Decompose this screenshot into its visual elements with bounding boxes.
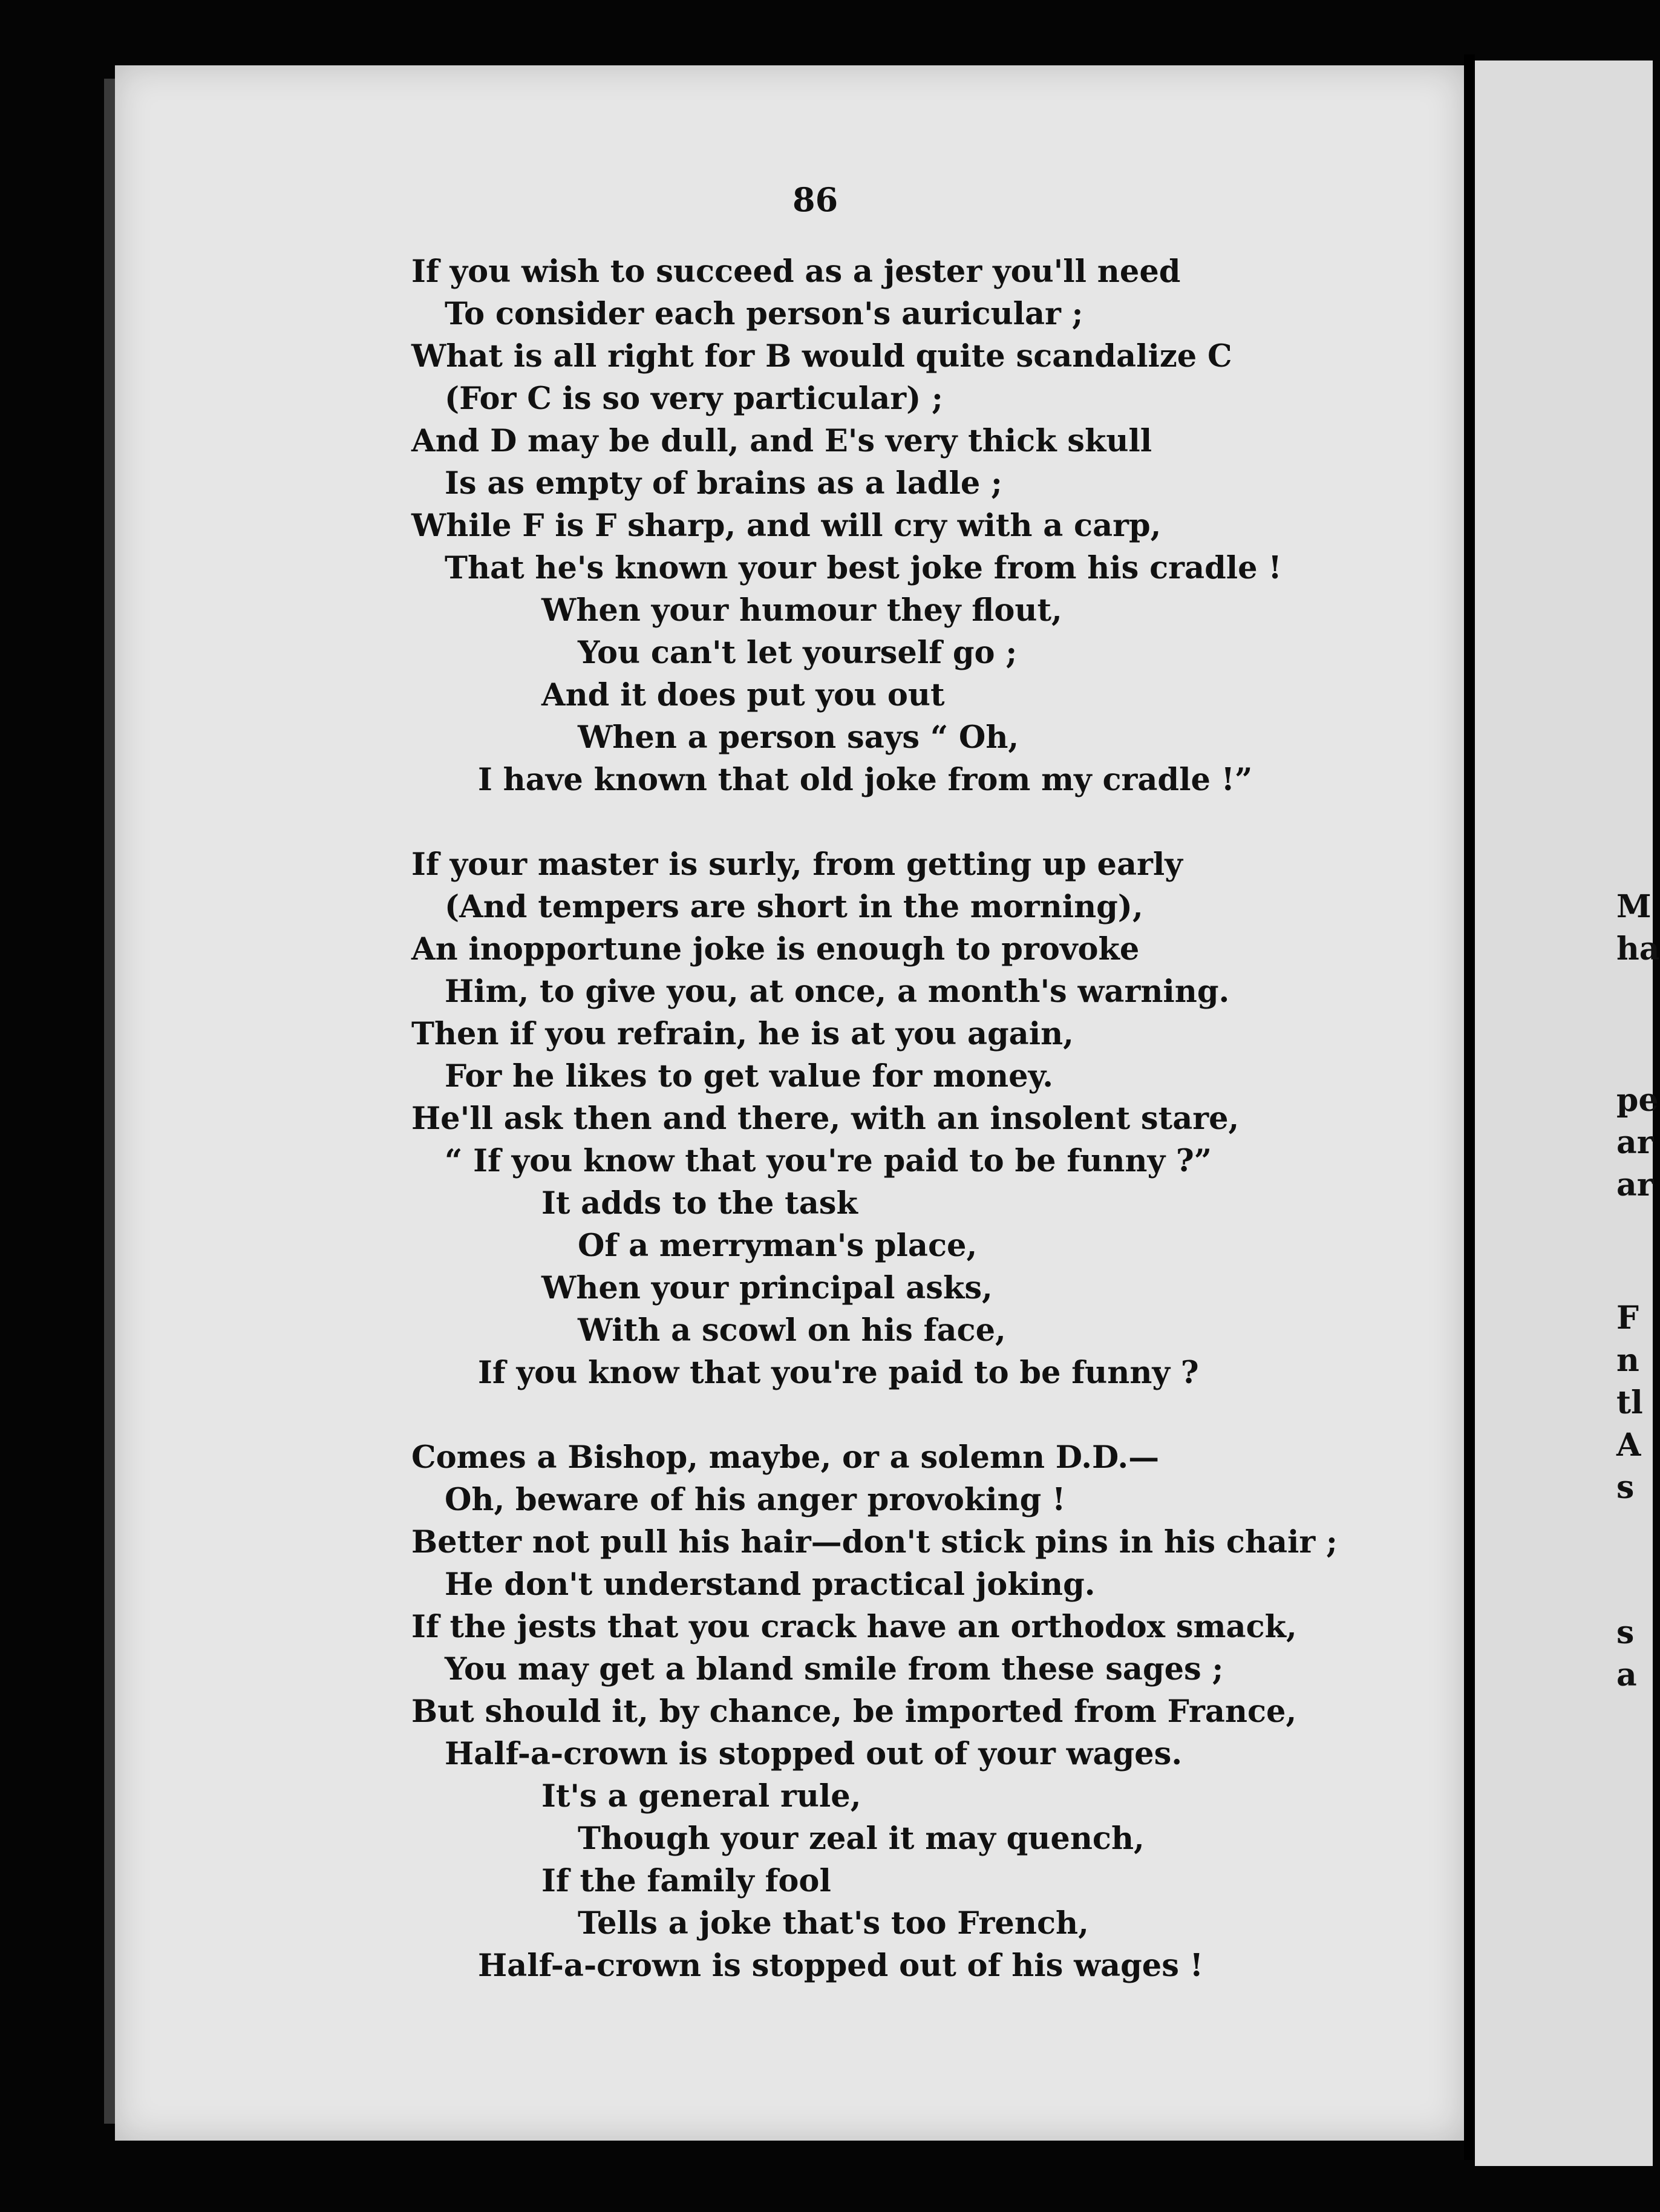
poem-line: Though your zeal it may quench, — [578, 1821, 1145, 1857]
facing-page-fragment: tl — [1616, 1384, 1643, 1421]
facing-page-fragment: a — [1616, 1657, 1637, 1693]
poem-line: What is all right for B would quite scandalize C — [411, 338, 1232, 375]
poem-line: If the jests that you crack have an orthodox smack, — [411, 1609, 1297, 1645]
poem-line: Then if you refrain, he is at you again, — [411, 1016, 1074, 1052]
page-number: 86 — [792, 180, 838, 219]
poem-line: If you know that you're paid to be funny ? — [478, 1355, 1199, 1391]
poem-line: If your master is surly, from getting up early — [411, 846, 1183, 883]
facing-page-fragment: s — [1616, 1614, 1635, 1651]
poem-line: I have known that old joke from my cradle !” — [478, 762, 1253, 798]
poem-line: When your principal asks, — [541, 1270, 993, 1306]
facing-page-edge — [1475, 61, 1660, 2166]
poem-line: He'll ask then and there, with an insolent stare, — [411, 1101, 1240, 1137]
poem-line: It's a general rule, — [541, 1778, 861, 1814]
facing-page-fragment: ar — [1616, 1124, 1654, 1161]
poem-line: Tells a joke that's too French, — [578, 1905, 1089, 1942]
poem-line: While F is F sharp, and will cry with a carp, — [411, 508, 1162, 544]
poem-line: And D may be dull, and E's very thick skull — [411, 423, 1152, 459]
poem-line: Half-a-crown is stopped out of your wages. — [445, 1736, 1183, 1772]
poem-line: Half-a-crown is stopped out of his wages ! — [478, 1948, 1204, 1984]
facing-page-fragment: ha — [1616, 931, 1660, 967]
poem-line: An inopportune joke is enough to provoke — [411, 931, 1140, 967]
poem-line: Is as empty of brains as a ladle ; — [445, 465, 1002, 502]
poem-line: With a scowl on his face, — [578, 1312, 1006, 1349]
poem-line: When your humour they flout, — [541, 592, 1062, 629]
facing-page-fragment: s — [1616, 1469, 1635, 1506]
facing-page-fragment: A — [1616, 1427, 1641, 1464]
poem-line: (And tempers are short in the morning), — [445, 889, 1143, 925]
book-gutter — [1464, 54, 1475, 2160]
poem-line: But should it, by chance, be imported from France, — [411, 1693, 1297, 1730]
poem-line: Comes a Bishop, maybe, or a solemn D.D.— — [411, 1439, 1160, 1476]
poem-line: If you wish to succeed as a jester you'll need — [411, 254, 1181, 290]
facing-page-fragment: pe — [1616, 1082, 1659, 1119]
facing-page-fragment: ar — [1616, 1167, 1654, 1203]
poem-line: You may get a bland smile from these sages ; — [445, 1651, 1224, 1687]
poem-line: When a person says “ Oh, — [578, 719, 1019, 756]
facing-page-fragment: n — [1616, 1342, 1639, 1379]
poem-line: (For C is so very particular) ; — [445, 381, 943, 417]
poem-line: Him, to give you, at once, a month's warning. — [445, 973, 1230, 1010]
poem-line: To consider each person's auricular ; — [445, 296, 1083, 332]
facing-page-fragment: M — [1616, 888, 1652, 925]
poem-line: If the family fool — [541, 1863, 831, 1899]
poem-line: Oh, beware of his anger provoking ! — [445, 1482, 1066, 1518]
poem-line: Better not pull his hair—don't stick pins in his chair ; — [411, 1524, 1338, 1560]
poem-line: It adds to the task — [541, 1185, 858, 1222]
poem-line: You can't let yourself go ; — [578, 635, 1018, 671]
poem-line: For he likes to get value for money. — [445, 1058, 1054, 1095]
facing-page-fragment: F — [1616, 1300, 1639, 1337]
poem-line: And it does put you out — [541, 677, 945, 713]
poem-line: He don't understand practical joking. — [445, 1566, 1096, 1603]
poem-line: Of a merryman's place, — [578, 1228, 978, 1264]
poem-line: “ If you know that you're paid to be funny ?” — [445, 1143, 1212, 1179]
poem-line: That he's known your best joke from his cradle ! — [445, 550, 1282, 586]
